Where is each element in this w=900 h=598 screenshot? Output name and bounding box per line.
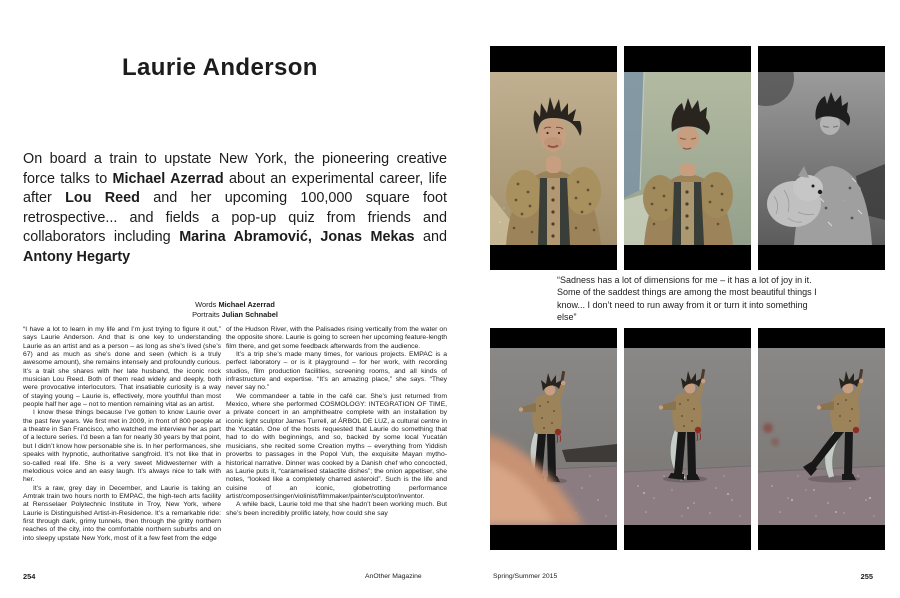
photo-studio-blade-stand bbox=[624, 328, 751, 550]
magazine-name: AnOther Magazine bbox=[365, 573, 422, 580]
body-paragraph: “I have a lot to learn in my life and I’m just trying to figure it out,” says Laurie Anderson. And that is one key to understanding Laurie as an artist and as a person – as long as she’s lived (she’s 67) and as much as she’s done and seen (which is a truly awesome amount), she remains intensely and profoundly curious. It’s a trait she shares with her late husband, the iconic rock musician Lou Reed. Both of them read widely and deeply, both were provocative interlocutors. That insatiable curiosity is a way of staying young – Laurie is, effectively, more youthful than most people half her age – not to mention remaining vital as an artist. bbox=[23, 326, 221, 409]
page-number-left: 254 bbox=[23, 572, 36, 581]
body-paragraph: A while back, Laurie told me that she hadn’t been working much. But she’s been incredibly prolific lately, how could she say bbox=[226, 501, 447, 517]
photo-studio-blurred-hand bbox=[490, 328, 617, 550]
byline-credits bbox=[23, 300, 447, 319]
photo-portrait-green bbox=[624, 46, 751, 270]
photo-portrait-bw-dog bbox=[758, 46, 885, 270]
photo-portrait-sepia bbox=[490, 46, 617, 270]
issue-date: Spring/Summer 2015 bbox=[493, 573, 558, 580]
body-column-1 bbox=[23, 326, 221, 543]
body-column-2 bbox=[226, 326, 447, 518]
body-paragraph: of the Hudson River, with the Palisades rising vertically from the water on the opposite shore. Laurie is going to screen her upcoming feature-length film there, and get some feedback afterwards from the audience. bbox=[226, 326, 447, 350]
body-paragraph: We commandeer a table in the café car. She’s just returned from Mexico, where she performed COSMOLOGY: INTEGRATION OF TIME, a private concert in an amphitheatre complete with an installation by iconic light sculptor James Turrell, at ÁRBOL DE LUZ, a cultural centre in the Yucatán. One of the hosts requested that Laurie do something that had to do with beginnings, and so, backed by some local Yucatán musicians, she recited some Creation myths – everything from Yiddish proverbs to passages in the Popol Vuh, the exquisite Mayan mytho-historical narrative. Dinner was cooked by a Danish chef who concocted, as Laurie puts it, “caramelised stalactite dishes”; the onion appetiser, she notes, “looked like a completely charred asteroid”. Such is the life and cuisine of an iconic, globetrotting performance artist/composer/singer/violinist/filmmaker/painter/sculptor/inventor. bbox=[226, 392, 447, 500]
body-paragraph: It’s a trip she’s made many times, for various projects. EMPAC is a perfect laboratory – or is it playground – for her work, with recording studios, film production facilities, screening rooms, and all kinds of infrastructure and expertise. “It’s an amazing place,” she says. “They never say no.” bbox=[226, 351, 447, 392]
words-credit: Words Michael Azerrad bbox=[195, 300, 275, 309]
intro-paragraph: On board a train to upstate New York, the pioneering creative force talks to Michael Azerrad about an experimental career, life after Lou Reed and her upcoming 100,000 square foot retrospective... and fields a pop-up quiz from friends and collaborators including Marina Abramović, Jonas Mekas and Antony Hegarty bbox=[23, 151, 448, 265]
page-number-right: 255 bbox=[860, 572, 873, 581]
page-title: Laurie Anderson bbox=[122, 54, 318, 81]
body-paragraph: It’s a raw, grey day in December, and Laurie is taking an Amtrak train two hours north to EMPAC, the high-tech arts facility at Rensselaer Polytechnic Institute in Troy, New York, where Laurie is Distinguished Artist-in-Residence. It’s a remarkable ride: first through dark, grimy tunnels, then through the gritty northern reaches of the city, into the comfortable northern suburbs and on into sleepy upstate New York, most of it a few feet from the edge bbox=[23, 484, 221, 542]
pull-quote: “Sadness has a lot of dimensions for me – it has a lot of joy in it. Some of the saddest things are among the most beautiful things I know... I don’t need to run away from it or turn it into something else” bbox=[557, 275, 817, 323]
photo-studio-blade-lean bbox=[758, 328, 885, 550]
portraits-credit: Portraits Julian Schnabel bbox=[192, 309, 278, 319]
body-paragraph: I know these things because I’ve gotten to know Laurie over the past few years. We first met in 2009, in front of 800 people at a theatre in San Francisco, who watched me interview her as part of a lecture series. I’d been a fan for nearly 30 years by that point, but I didn’t know how personable she is. In her performances, she speaks with hypnotic, authoritative sangfroid. It’s not like that in so-called real life. She is a very sweet Midwesterner with a melodious voice and an easy laugh. It’s always nice to talk with her. bbox=[23, 409, 221, 484]
